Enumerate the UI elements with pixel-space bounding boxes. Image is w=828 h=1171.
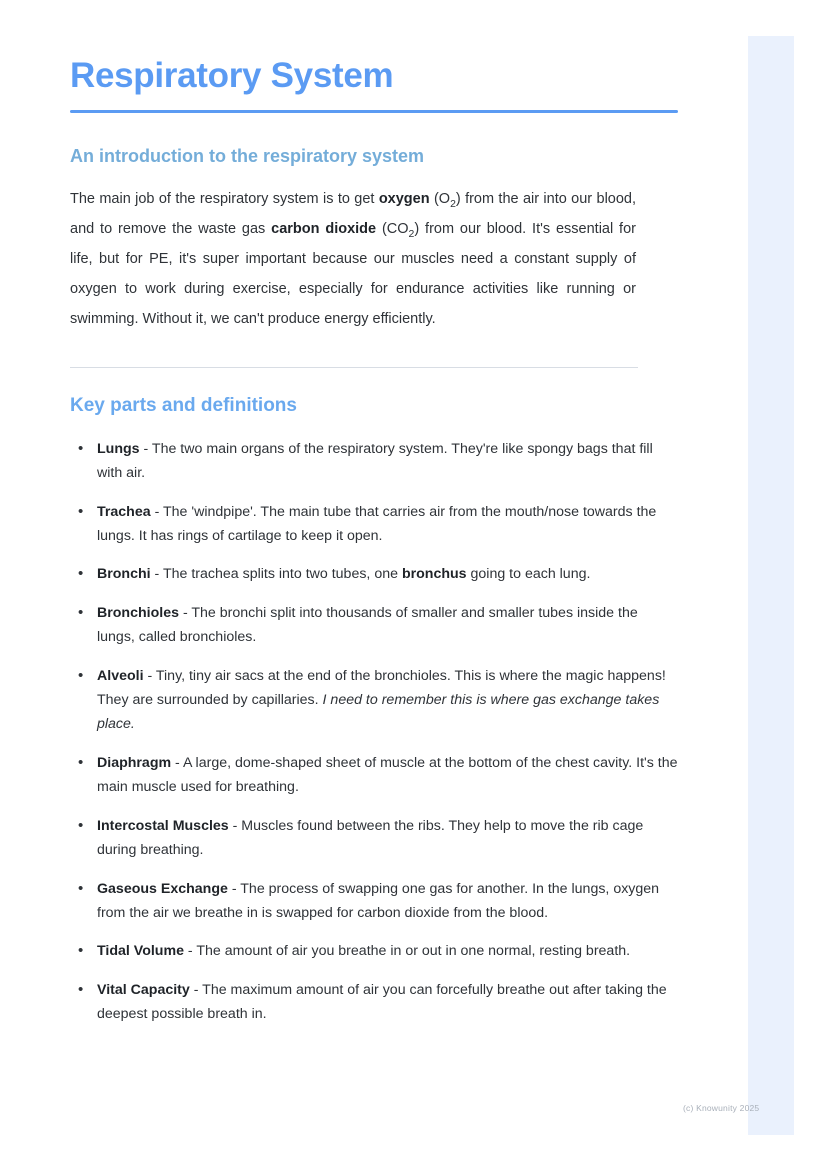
definition-bold-term: bronchus	[401, 566, 467, 583]
definition-term: Bronchi	[97, 566, 151, 583]
chemical-subscript: 2	[450, 198, 456, 210]
definition-term: Vital Capacity	[97, 981, 190, 998]
list-item: • Diaphragm - A large, dome-shaped sheet of muscle at the bottom of the chest cavity. It's the main muscle used for breathing.	[70, 751, 678, 800]
list-item: • Vital Capacity - The maximum amount of air you can forcefully breathe out after taking the deepest possible breath in.	[70, 978, 678, 1027]
definition-term: Intercostal Muscles	[97, 817, 229, 834]
page-title: Respiratory System	[70, 56, 394, 95]
definitions-list	[70, 437, 678, 1027]
chemical-subscript: 2	[408, 228, 415, 240]
intro-bold-term: carbon dioxide	[271, 221, 377, 238]
list-item: • Tidal Volume - The amount of air you breathe in or out in one normal, resting breath.	[70, 939, 678, 963]
definition-term: Diaphragm	[97, 754, 172, 771]
section-divider	[70, 367, 638, 368]
section-heading-intro: An introduction to the respiratory system	[70, 146, 425, 167]
side-rail[interactable]	[748, 36, 794, 1135]
list-item: • Bronchi - The trachea splits into two tubes, one bronchus going to each lung.	[70, 562, 678, 586]
definition-note: I need to remember this is where gas exchange takes place.	[97, 692, 660, 733]
definition-term: Lungs	[97, 440, 140, 457]
list-item: • Intercostal Muscles - Muscles found between the ribs. They help to move the rib cage during breathing.	[70, 814, 678, 863]
list-item: • Trachea - The 'windpipe'. The main tube that carries air from the mouth/nose towards the lungs. It has rings of cartilage to keep it open.	[70, 500, 678, 549]
list-item: • Bronchioles - The bronchi split into thousands of smaller and smaller tubes inside the lungs, called bronchioles.	[70, 601, 678, 650]
definition-term: Trachea	[97, 503, 151, 520]
definition-term: Bronchioles	[97, 604, 179, 621]
section-heading-key-parts: Key parts and definitions	[70, 395, 297, 416]
list-item: • Gaseous Exchange - The process of swapping one gas for another. In the lungs, oxygen from the air we breathe in is swapped for carbon dioxide from the blood.	[70, 877, 678, 926]
title-divider	[70, 110, 678, 113]
intro-bold-term: oxygen	[378, 190, 430, 207]
definition-term: Tidal Volume	[97, 943, 184, 960]
list-item: • Lungs - The two main organs of the respiratory system. They're like spongy bags that fill with air.	[70, 437, 678, 486]
list-item: • Alveoli - Tiny, tiny air sacs at the end of the bronchioles. This is where the magic happens! They are surrounded by capillaries. I need to remember this is where gas exchange takes place.	[70, 664, 678, 737]
intro-paragraph: The main job of the respiratory system is to get oxygen $(O_2)$ from the air into our blood, and to remove the waste gas carbon dioxide $(CO_2)$ from our blood. It's essential for life, but for PE, it's super important because our muscles need a constant supply of oxygen to work during exercise, especially for endurance activities like running or swimming. Without it, we can't produce energy efficiently.	[70, 190, 637, 328]
definition-term: Gaseous Exchange	[97, 880, 228, 897]
footer-credit: (c) Knowunity 2025	[683, 1103, 760, 1113]
definition-term: Alveoli	[97, 667, 144, 684]
